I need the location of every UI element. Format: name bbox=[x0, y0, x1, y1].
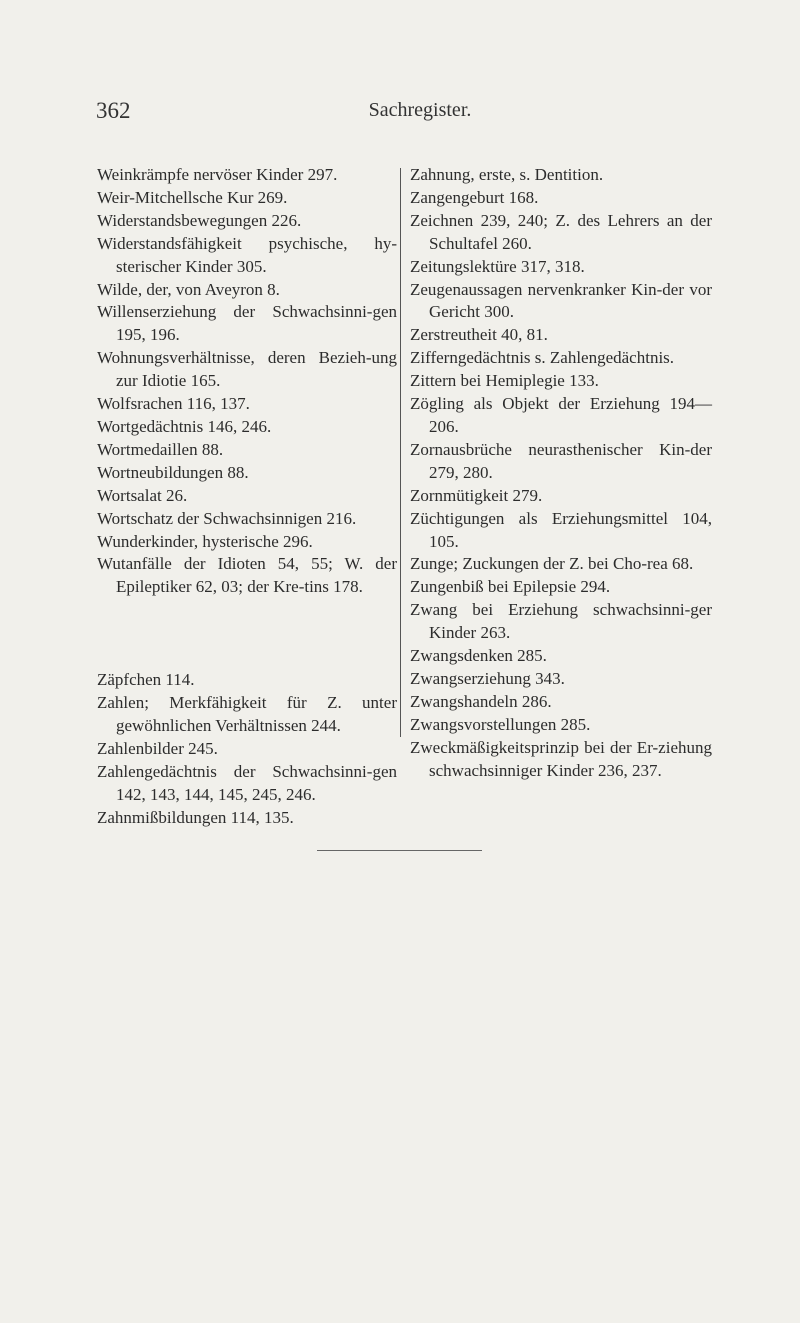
index-entry: Zeitungslektüre 317, 318. bbox=[410, 256, 585, 276]
index-entry: Zeichnen 239, 240; Z. des Lehrers an der Schultafel 260. bbox=[410, 210, 712, 253]
index-entry: Wunderkinder, hysterische 296. bbox=[97, 531, 313, 551]
index-entry: Zwangshandeln 286. bbox=[410, 691, 552, 711]
page-number: 362 bbox=[96, 98, 131, 123]
index-column-left bbox=[97, 164, 397, 830]
index-entry: Wortgedächtnis 146, 246. bbox=[97, 416, 272, 436]
index-entry: Wortmedaillen 88. bbox=[97, 439, 224, 459]
index-entry: Züchtigungen als Erziehungsmittel 104, 105. bbox=[410, 508, 712, 551]
column-divider bbox=[400, 168, 401, 737]
index-entry: Zwang bei Erziehung schwachsinni-ger Kinder 263. bbox=[410, 600, 712, 643]
index-entry: Zahnung, erste, s. Dentition. bbox=[410, 165, 604, 184]
index-entry: Zeugenaussagen nervenkranker Kin-der vor Gericht 300. bbox=[410, 279, 712, 322]
index-entry: Zahlengedächtnis der Schwachsinni-gen 142, 143, 144, 145, 245, 246. bbox=[97, 761, 397, 804]
index-entry: Wortsalat 26. bbox=[97, 485, 188, 505]
index-entry: Zahnmißbildungen 114, 135. bbox=[97, 807, 294, 827]
index-entry: Zwangsdenken 285. bbox=[410, 646, 547, 666]
index-entry: Wolfsrachen 116, 137. bbox=[97, 394, 250, 414]
index-entry: Weinkrämpfe nervöser Kinder 297. bbox=[97, 165, 338, 184]
index-entry: Zunge; Zuckungen der Z. bei Cho-rea 68. bbox=[410, 554, 694, 574]
index-entry: Wortneubildungen 88. bbox=[97, 462, 249, 482]
index-entry: Zerstreutheit 40, 81. bbox=[410, 325, 548, 345]
index-entry: Weir-Mitchellsche Kur 269. bbox=[97, 187, 288, 207]
index-entry: Zifferngedächtnis s. Zahlengedächtnis. bbox=[410, 348, 675, 368]
index-column-right bbox=[410, 164, 712, 782]
index-entry: Zwangserziehung 343. bbox=[410, 668, 565, 688]
end-rule bbox=[317, 850, 482, 851]
index-entry: Zittern bei Hemiplegie 133. bbox=[410, 371, 599, 391]
index-entry: Zögling als Objekt der Erziehung 194—206. bbox=[410, 394, 712, 436]
index-entry: Zwangsvorstellungen 285. bbox=[410, 714, 591, 734]
index-entry: Willenserziehung der Schwachsinni-gen 195, 196. bbox=[97, 302, 397, 345]
index-entry: Wilde, der, von Aveyron 8. bbox=[97, 279, 280, 299]
index-entry: Zangengeburt 168. bbox=[410, 187, 539, 207]
index-entry: Wohnungsverhältnisse, deren Bezieh-ung zur Idiotie 165. bbox=[97, 348, 397, 391]
index-entry: Widerstandsfähigkeit psychische, hy-sterischer Kinder 305. bbox=[97, 233, 397, 276]
index-entry: Zahlenbilder 245. bbox=[97, 738, 218, 758]
index-entry: Zweckmäßigkeitsprinzip bei der Er-ziehung schwachsinniger Kinder 236, 237. bbox=[410, 737, 712, 780]
index-entry: Zornmütigkeit 279. bbox=[410, 485, 543, 505]
index-entry: Zahlen; Merkfähigkeit für Z. unter gewöhnlichen Verhältnissen 244. bbox=[97, 693, 397, 736]
index-entry: Zäpfchen 114. bbox=[97, 670, 195, 690]
letter-section-gap bbox=[97, 599, 397, 669]
index-entry: Zungenbiß bei Epilepsie 294. bbox=[410, 577, 611, 597]
index-entry: Zornausbrüche neurasthenischer Kin-der 279, 280. bbox=[410, 439, 712, 482]
index-entry: Wortschatz der Schwachsinnigen 216. bbox=[97, 508, 357, 528]
index-entry: Widerstandsbewegungen 226. bbox=[97, 210, 302, 230]
index-entry: Wutanfälle der Idioten 54, 55; W. der Epileptiker 62, 03; der Kre-tins 178. bbox=[97, 554, 397, 597]
page-title: Sachregister. bbox=[368, 99, 472, 121]
